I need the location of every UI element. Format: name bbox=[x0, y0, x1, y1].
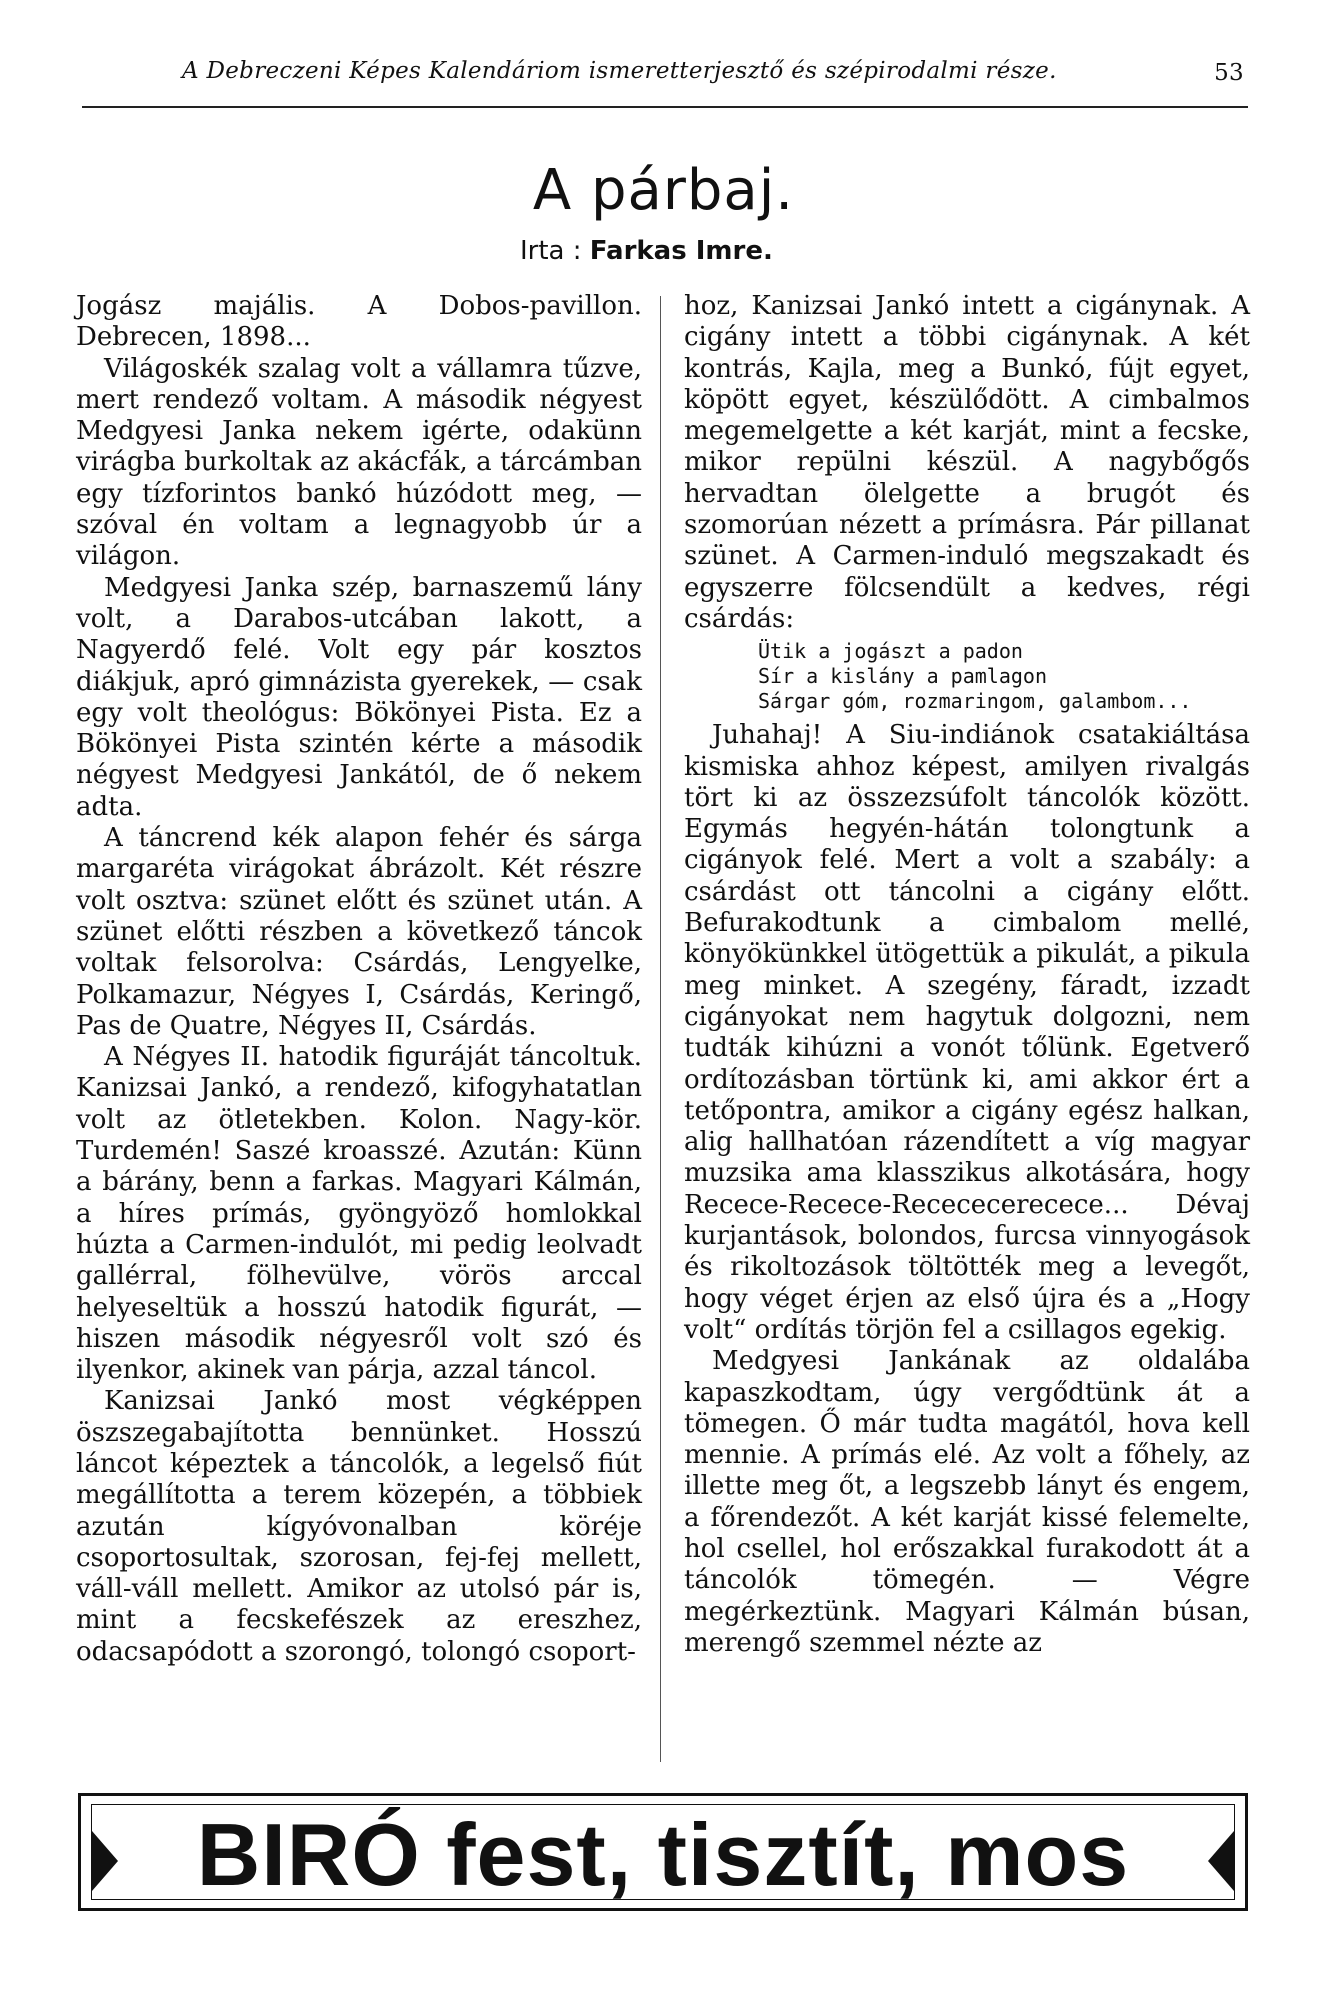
right-column bbox=[684, 291, 1250, 1659]
advertisement-banner bbox=[78, 1793, 1248, 1911]
verse-line: Sárgar góm, rozmaringom, galambom... bbox=[758, 689, 1192, 714]
paragraph: Kanizsai Jankó most végképpen öszszegabajította bennünket. Hosszú láncot képeztek a táncolók, a legelső fiút megállította a terem közepén, a többiek azután kígyóvonalban köréje csoportosultak, szorosan, fej-fej mellett, váll-váll mellett. Amikor az utolsó pár is, mint a fecskefészek az ereszhez, odacsapódott a szorongó, tolongó csoport- bbox=[76, 1386, 642, 1667]
banner-frame bbox=[91, 1804, 1235, 1904]
header-rule bbox=[82, 106, 1248, 108]
running-title: A Debreczeni Képes Kalendáriom ismeretterjesztő és szépirodalmi része. bbox=[182, 58, 1057, 84]
page-number: 53 bbox=[1214, 60, 1244, 86]
right-pointer-icon bbox=[1208, 1831, 1234, 1891]
song-verse bbox=[758, 639, 1250, 714]
left-column bbox=[76, 291, 642, 1668]
paragraph: Medgyesi Jankának az oldalába kapaszkodtam, úgy vergődtünk át a tömegen. Ő már tudta magától, hova kell mennie. A prímás elé. Az volt a főhely, az illette meg őt, a legszebb lányt és engem, a főrendezőt. A két karját kissé felemelte, hol csellel, hol erőszakkal furakodott át a táncolók tömegén. — Végre megérkeztünk. Magyari Kálmán búsan, merengő szemmel nézte az bbox=[684, 1346, 1250, 1658]
paragraph: Világoskék szalag volt a vállamra tűzve, mert rendező voltam. A második négyest Medgyesi Janka nekem igérte, odakünn virágba burkoltak az akácfák, a tárcámban egy tízforintos bankó húzódott meg, — szóval én voltam a legnagyobb úr a világon. bbox=[76, 353, 642, 572]
paragraph: Medgyesi Janka szép, barnaszemű lány volt, a Darabos-utcában lakott, a Nagyerdő felé. Volt egy pár kosztos diákjuk, apró gimnázista gyerekek, — csak egy volt theológus: Bökönyei Pista. Ez a Bökönyei Pista szintén kérte a második négyest Medgyesi Jankától, de ő nekem adta. bbox=[76, 572, 642, 822]
verse-line: Ütik a jogászt a padon bbox=[758, 639, 1023, 664]
paragraph: A Négyes II. hatodik figuráját táncoltuk. Kanizsai Jankó, a rendező, kifogyhatatlan volt az ötletekben. Kolon. Nagy-kör. Turdemén! Saszé kroasszé. Azután: Künn a bárány, benn a farkas. Magyari Kálmán, a híres prímás, gyöngyöző homlokkal húzta a Carmen-indulót, mi pedig leolvadt gallérral, fölhevülve, vörös arccal helyeseltük a hosszú hatodik figurát, — hiszen második négyesről volt szó és ilyenkor, akinek van párja, azzal táncol. bbox=[76, 1042, 642, 1386]
byline-prefix: Irta : bbox=[520, 236, 582, 266]
paragraph: A táncrend kék alapon fehér és sárga margaréta virágokat ábrázolt. Két részre volt osztva: szünet előtt és szünet után. A szünet előtti részben a következő táncok voltak felsorolva: Csárdás, Lengyelke, Polkamazur, Négyes I, Csárdás, Keringő, Pas de Quatre, Négyes II, Csárdás. bbox=[76, 823, 642, 1041]
paragraph: Juhahaj! A Siu-indiánok csatakiáltása kismiska ahhoz képest, amilyen rivalgás tört ki az összezsúfolt táncolók között. Egymás hegyén-hátán tolongtunk a cigányok felé. Mert a volt a szabály: a csárdást ott táncolni a cigány előtt. Befurakodtunk a cimbalom mellé, könyökünkkel ütögettük a pikulát, a pikula meg minket. A szegény, fáradt, izzadt cigányokat nem hagytuk dolgozni, nem tudták kihúzni a vonót tőlünk. Egetverő ordítozásban törtünk ki, ami akkor ért a tetőpontra, amikor a cigány egész halkan, alig hallhatóan rázendített a víg magyar muzsika ama klasszikus alkotására, hogy Recece-Recece-Recececerecece... Dévaj kurjantások, bolondos, furcsa vinnyogások és rikoltozások töltötték meg a levegőt, hogy véget érjen az első újra és a „Hogy volt“ ordítás törjön fel a csillagos egekig. bbox=[684, 720, 1250, 1345]
article-title: A párbaj. bbox=[532, 158, 795, 223]
column-divider bbox=[660, 296, 661, 1762]
paragraph: Jogász majális. A Dobos-pavillon. Debrecen, 1898... bbox=[76, 291, 642, 353]
author-name: Farkas Imre. bbox=[589, 236, 773, 266]
advertisement-text: BIRÓ fest, tisztít, mos bbox=[196, 1805, 1130, 1904]
verse-line: Sír a kislány a pamlagon bbox=[758, 664, 1047, 689]
byline bbox=[520, 236, 773, 266]
paragraph: hoz, Kanizsai Jankó intett a cigánynak. A cigány intett a többi cigánynak. A két kontrás, Kajla, meg a Bunkó, fújt egyet, köpött egyet, készülődött. A cimbalmos megemelgette a két karját, mint a fecske, mikor repülni készül. A nagybőgős hervadtan ölelgette a brugót és szomorúan nézett a prímásra. Pár pillanat szünet. A Carmen-induló megszakadt és egyszerre fölcsendült a kedves, régi csárdás: bbox=[684, 291, 1250, 634]
